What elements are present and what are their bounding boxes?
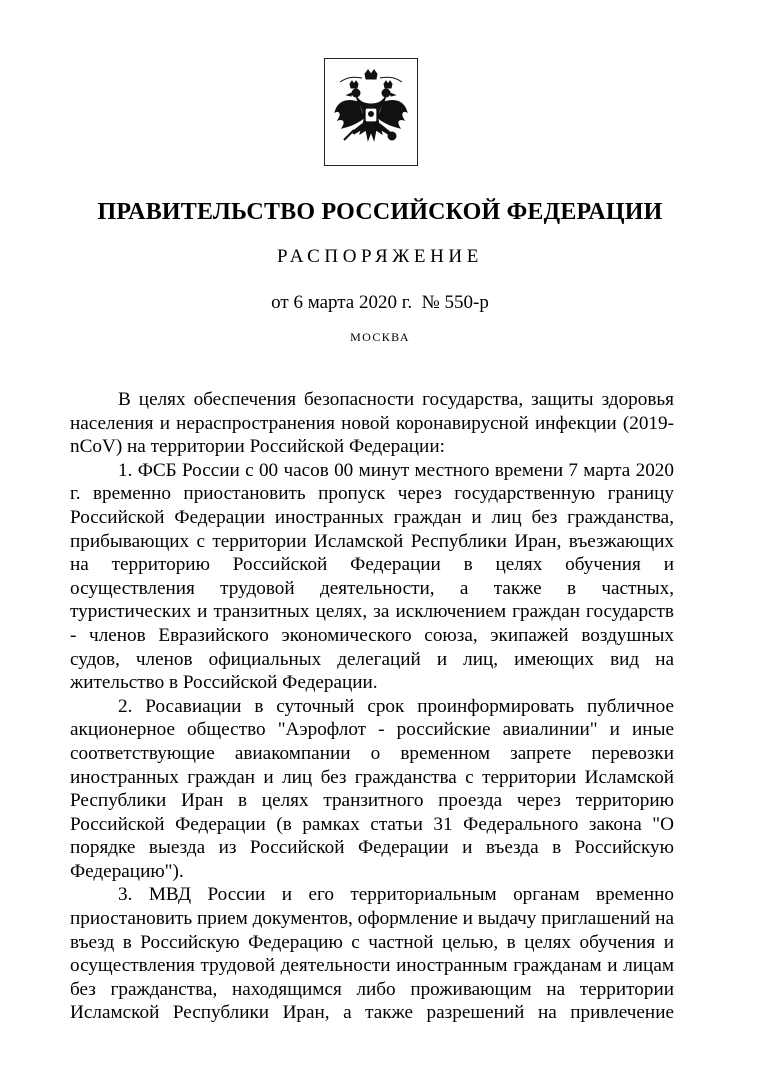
document-body — [70, 388, 674, 1025]
body-paragraph-preamble: В целях обеспечения безопасности государства, защиты здоровья населения и нераспространения новой коронавирусной инфекции (2019-nCoV) на территории Российской Федерации: — [70, 389, 674, 458]
body-paragraph-item-1: 1. ФСБ России с 00 часов 00 минут местного времени 7 марта 2020 г. временно приостановить пропуск через государственную границу Российской Федерации иностранных граждан и лиц без гражданства, прибывающих с территории Исламской Республики Иран, въезжающих на территорию Российской Федерации в целях обучения и осуществления трудовой деятельности, а также в частных, туристических и транзитных целях, за исключением граждан государств - членов Евразийского экономического союза, экипажей воздушных судов, членов официальных делегаций и лиц, имеющих вид на жительство в Российской Федерации. — [70, 459, 674, 694]
double-headed-eagle-icon — [332, 68, 410, 156]
document-city: МОСКВА — [350, 330, 410, 344]
document-dateline: от 6 марта 2020 г. № 550-р — [271, 292, 489, 313]
document-title: ПРАВИТЕЛЬСТВО РОССИЙСКОЙ ФЕДЕРАЦИИ — [97, 199, 663, 225]
body-paragraph-item-3: 3. МВД России и его территориальным органам временно приостановить прием документов, оформление и выдачу приглашений на въезд в Российскую Федерацию с частной целью, в целях обучения и осуществления трудовой деятельности иностранным гражданам и лицам без гражданства, находящимся либо проживающим на территории Исламской Республики Иран, а также разрешений на привлечение — [70, 884, 674, 1024]
body-paragraph-item-2: 2. Росавиации в суточный срок проинформировать публичное акционерное общество "Аэрофлот - российские авиалинии" и иные соответствующие авиакомпании о временном запрете перевозки иностранных граждан и лиц без гражданства с территории Исламской Республики Иран в целях транзитного проезда через территорию Российской Федерации (в рамках статьи 31 Федерального закона "О порядке выезда из Российской Федерации и въезда в Российскую Федерацию"). — [70, 695, 674, 882]
emblem-frame — [324, 58, 418, 166]
document-subtitle: РАСПОРЯЖЕНИЕ — [277, 246, 483, 267]
